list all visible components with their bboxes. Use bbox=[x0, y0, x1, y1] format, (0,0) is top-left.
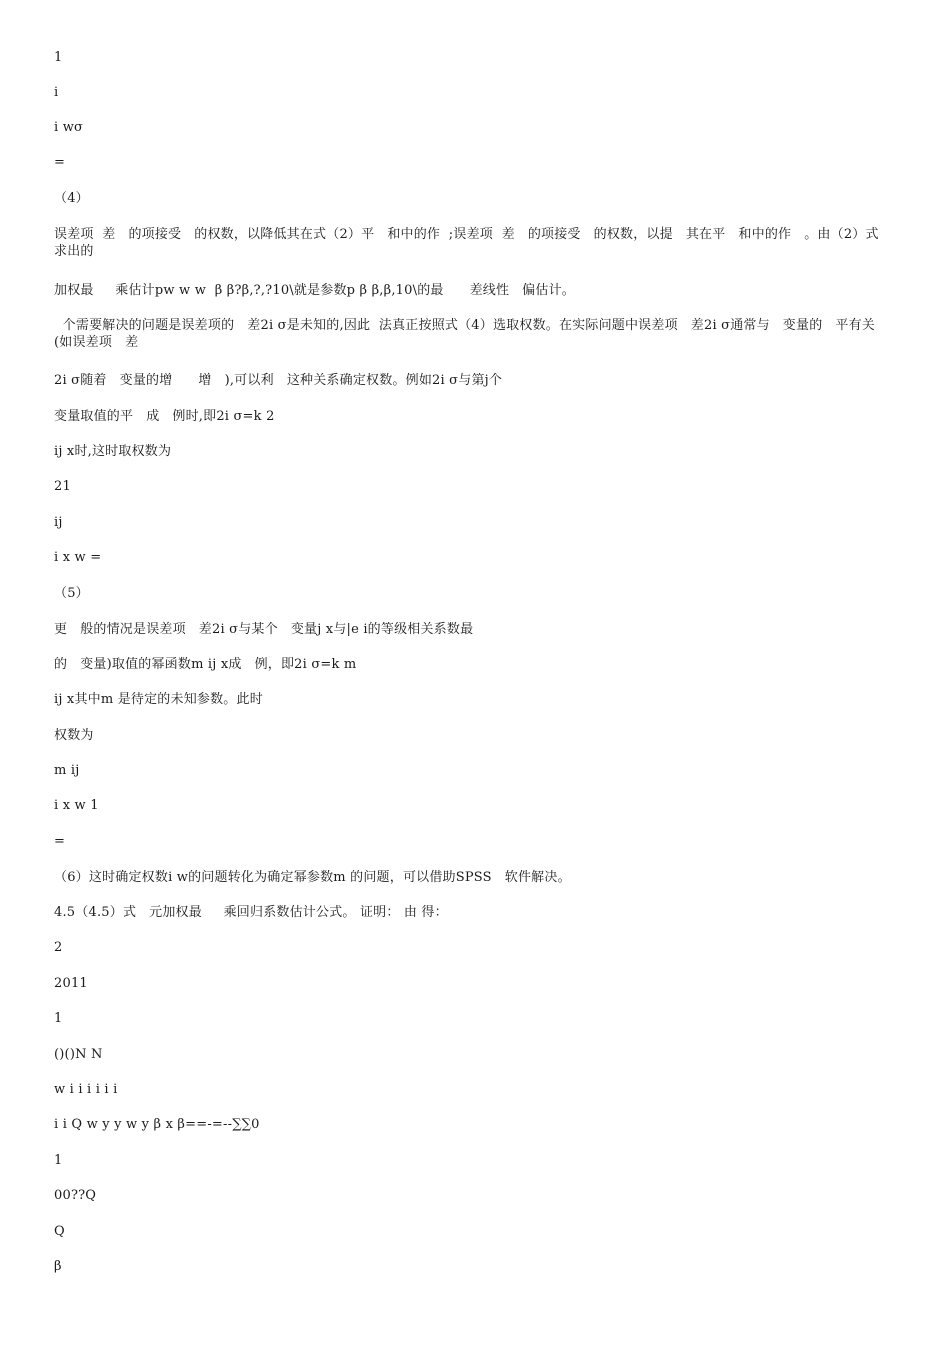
formula-fragment: w i i i i i i bbox=[54, 1082, 118, 1097]
formula-fragment: 1 bbox=[54, 50, 63, 65]
formula-fragment: 1 bbox=[54, 1153, 63, 1168]
paragraph: 个需要解决的问题是误差项的 差2i σ是未知的,因此 法真正按照式（4）选取权数。在实际问题中误差项 差2i σ通常与 变量的 平有关(如误差项 差 bbox=[54, 318, 875, 350]
formula-fragment: 21 bbox=[54, 479, 71, 494]
formula-fragment: i bbox=[54, 85, 59, 100]
formula-fragment: β bbox=[54, 1259, 62, 1274]
equation-number: （4） bbox=[54, 191, 89, 206]
paragraph: （6）这时确定权数i w的问题转化为确定幂参数m 的问题，可以借助SPSS 软件解决。 bbox=[54, 870, 571, 885]
formula-fragment: 00??Q bbox=[54, 1188, 97, 1203]
formula-fragment: = bbox=[54, 834, 66, 849]
paragraph: 误差项 差 的项接受 的权数，以降低其在式（2）平 和中的作 ;误差项 差 的项接受 的权数，以提 其在平 和中的作 。由（2）式求出的 bbox=[54, 227, 879, 259]
equation-number: （5） bbox=[54, 586, 89, 601]
formula-fragment: 2 bbox=[54, 940, 63, 955]
paragraph: 权数为 bbox=[54, 728, 94, 743]
formula-fragment: ()()N N bbox=[54, 1047, 103, 1062]
paragraph: ij x时,这时取权数为 bbox=[54, 444, 172, 459]
paragraph: 变量取值的平 成 例时,即2i σ=k 2 bbox=[54, 409, 275, 424]
formula-fragment: m ij bbox=[54, 763, 80, 778]
paragraph: 2i σ随着 变量的增 增 ),可以利 这种关系确定权数。例如2i σ与第j个 bbox=[54, 373, 503, 388]
formula-fragment: ij bbox=[54, 515, 63, 530]
formula-fragment: i x w = bbox=[54, 550, 102, 565]
formula-fragment: = bbox=[54, 155, 66, 170]
formula-fragment: i i Q w y y w y β x β==-=--∑∑0 bbox=[54, 1117, 260, 1132]
formula-fragment: 1 bbox=[54, 1011, 63, 1026]
paragraph: 更 般的情况是误差项 差2i σ与某个 变量j x与|e i的等级相关系数最 bbox=[54, 622, 474, 637]
formula-fragment: i wσ bbox=[54, 120, 84, 135]
paragraph: ij x其中m 是待定的未知参数。此时 bbox=[54, 692, 263, 707]
paragraph: 的 变量)取值的幂函数m ij x成 例，即2i σ=k m bbox=[54, 657, 357, 672]
formula-fragment: Q bbox=[54, 1224, 65, 1239]
formula-fragment: i x w 1 bbox=[54, 798, 99, 813]
paragraph: 加权最 乘估计pw w w β β?β,?,?10\就是参数p β β,β,10\的最 差线性 偏估计。 bbox=[54, 283, 575, 298]
formula-fragment: 2011 bbox=[54, 976, 88, 991]
paragraph: 4.5（4.5）式 元加权最 乘回归系数估计公式。 证明： 由 得： bbox=[54, 905, 448, 920]
